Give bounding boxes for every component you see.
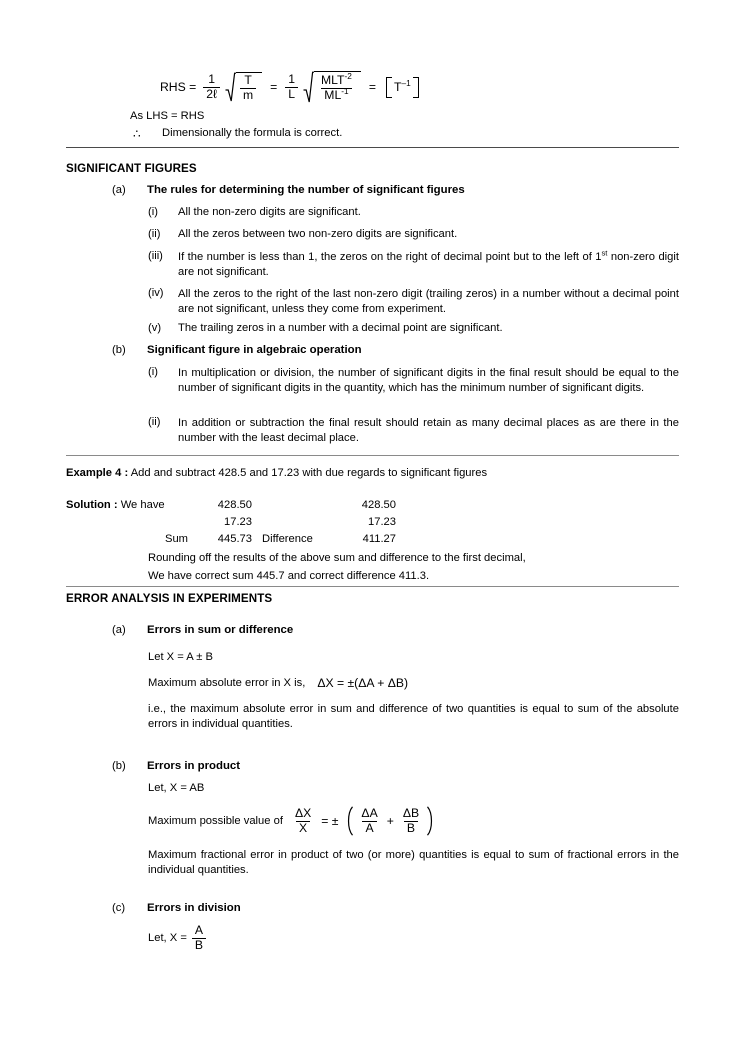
row-mid-label: Difference <box>262 533 313 545</box>
radical-body <box>236 72 262 102</box>
list-marker: (i) <box>148 206 158 218</box>
fraction-numerator: 1 <box>288 72 296 87</box>
row-value-difference: 17.23 <box>368 516 396 528</box>
list-item-error-b <box>112 760 679 772</box>
row-value-difference: 428.50 <box>361 499 396 511</box>
radical-body <box>314 71 361 103</box>
list-marker: (b) <box>112 344 126 356</box>
fraction-numerator: T <box>244 73 252 88</box>
list-item-text: In addition or subtraction the final result should retain as many decimal places as are there in the number with the least decimal place. <box>178 417 679 444</box>
list-marker: (i) <box>148 366 158 378</box>
list-item-title: Errors in division <box>147 902 241 914</box>
list-item-text: The trailing zeros in a number with a decimal point are significant. <box>178 322 503 334</box>
fraction-a-over-b <box>192 924 206 951</box>
let-lead: Let, X = <box>148 932 187 944</box>
fraction-delta-b-over-b <box>400 807 422 834</box>
paren-right-icon <box>426 806 435 836</box>
max-possible-value-formula <box>148 806 435 836</box>
list-item-error-c <box>112 902 679 914</box>
equals-sign-two: = <box>368 80 377 94</box>
radical-sign-icon <box>303 71 314 103</box>
list-item-b-i <box>148 366 679 395</box>
table-row <box>66 516 396 533</box>
table-row <box>66 499 396 516</box>
list-item-text: All the zeros between two non-zero digits are significant. <box>178 228 458 240</box>
fraction-denominator: 2ℓ <box>203 87 220 101</box>
list-item-text: If the number is less than 1, the zeros on the right of decimal point but to the left of 1st non-zero digit are not significant. <box>178 248 679 278</box>
section-heading-significant-figures: SIGNIFICANT FIGURES <box>66 162 197 175</box>
row-value-sum: 445.73 <box>217 533 252 545</box>
equals-sign-one: = <box>270 80 278 94</box>
rounding-note-line-1: Rounding off the results of the above sum and difference to the first decimal, <box>148 552 526 564</box>
sqrt-mlt-over-ml <box>303 71 361 103</box>
let-line-product: Let, X = AB <box>148 782 205 794</box>
fraction-delta-x-over-x <box>292 807 314 834</box>
rhs-label: RHS = <box>160 80 197 94</box>
bracket-right-icon <box>413 77 419 98</box>
list-item-a-ii <box>148 228 679 240</box>
solution-lead: We have <box>120 499 165 511</box>
bracket-content: $T^{-1}$ <box>394 77 411 94</box>
conclusion-text: Dimensionally the formula is correct. <box>162 127 343 139</box>
rounding-note-line-2: We have correct sum 445.7 and correct difference 411.3. <box>148 570 430 582</box>
fraction-denominator: m <box>240 88 256 102</box>
as-lhs-equals-rhs: As LHS = RHS <box>130 110 205 122</box>
list-item-b-ii <box>148 416 679 445</box>
fraction-mlt-over-ml <box>318 71 355 102</box>
fraction-numerator: ΔX <box>294 806 312 821</box>
list-item-error-a <box>112 624 679 636</box>
conclusion-product: Maximum fractional error in product of two (or more) quantities is equal to sum of fractional errors in the individual quantities. <box>148 849 679 876</box>
let-line-sum-difference: Let X = A ± B <box>148 651 213 663</box>
list-item-a-iii <box>148 250 679 279</box>
fraction-denominator: L <box>285 87 298 101</box>
list-marker: (ii) <box>148 416 161 428</box>
list-item-a-i <box>148 206 679 218</box>
list-item-text: All the zeros to the right of the last non-zero digit (trailing zeros) in a number without a decimal point are not significant, unless they come from experiment. <box>178 288 679 315</box>
radical-sign-icon <box>225 72 236 102</box>
list-item-title: Errors in sum or difference <box>147 624 294 636</box>
list-item-group-a <box>112 184 679 196</box>
row-value-sum: 17.23 <box>224 516 252 528</box>
list-item-text: All the non-zero digits are significant. <box>178 206 361 218</box>
divider-example-top <box>66 455 679 456</box>
fraction-delta-a-over-a <box>358 807 380 834</box>
conclusion-sum-difference: i.e., the maximum absolute error in sum and difference of two quantities is equal to sum of the absolute errors in individual quantities. <box>148 703 679 730</box>
row-value-difference: 411.27 <box>362 533 396 545</box>
formula-lead: Maximum possible value of <box>148 815 283 827</box>
fraction-numerator: $MLT^{-2}$ <box>321 71 352 88</box>
fraction-one-over-two-l <box>203 73 220 100</box>
rhs-dimensional-formula <box>160 70 419 104</box>
fraction-numerator: ΔA <box>361 806 378 821</box>
sqrt-t-over-m <box>225 72 262 102</box>
row-value-sum: 428.50 <box>217 499 252 511</box>
list-item-a-iv <box>148 287 679 316</box>
plus-sign: + <box>386 814 394 828</box>
list-item-title: Errors in product <box>147 760 241 772</box>
list-item-text: In multiplication or division, the number of significant digits in the final result should be equal to the number of significant digits in the quantity, which has the minimum number of significant digits. <box>178 367 679 394</box>
bracket-t-inverse <box>386 77 419 98</box>
section-heading-error-analysis: ERROR ANALYSIS IN EXPERIMENTS <box>66 592 273 605</box>
list-item-a-v <box>148 322 679 334</box>
fraction-numerator: 1 <box>208 72 215 87</box>
fraction-t-over-m <box>240 74 256 101</box>
fraction-denominator: A <box>362 821 376 835</box>
parenthesized-sum <box>345 806 435 836</box>
list-marker: (c) <box>112 902 126 914</box>
list-marker: (ii) <box>148 228 161 240</box>
list-item-title: Significant figure in algebraic operation <box>147 344 362 356</box>
max-absolute-error-formula <box>148 673 408 693</box>
example-line <box>66 467 487 479</box>
equals-plus-minus: = ± <box>321 814 339 828</box>
formula-expression: ΔX = ±(ΔA + ΔB) <box>317 676 409 690</box>
fraction-denominator: $ML^{-1}$ <box>321 88 351 102</box>
solution-label: Solution : We have <box>66 499 165 511</box>
list-marker: (b) <box>112 760 126 772</box>
list-item-title: The rules for determining the number of significant figures <box>147 184 465 196</box>
fraction-numerator: ΔB <box>402 806 420 821</box>
list-item-group-b <box>112 344 679 356</box>
formula-lead: Maximum absolute error in X is, <box>148 677 306 689</box>
therefore-symbol-icon: ∴ <box>133 127 141 141</box>
example-statement: Add and subtract 428.5 and 17.23 with due regards to significant figures <box>130 467 488 479</box>
let-line-division <box>148 924 208 952</box>
list-marker: (a) <box>112 624 126 636</box>
list-marker: (v) <box>148 322 162 334</box>
table-row <box>66 533 396 550</box>
list-marker: (iv) <box>148 287 164 299</box>
row-label: Sum <box>164 533 188 545</box>
solution-calculation-table <box>66 499 396 550</box>
fraction-one-over-l <box>285 73 298 100</box>
divider-example-bottom <box>66 586 679 587</box>
fraction-denominator: B <box>404 821 418 835</box>
fraction-denominator: X <box>296 821 310 835</box>
paren-content <box>354 806 426 835</box>
fraction-denominator: B <box>192 938 206 952</box>
example-label: Example 4 : <box>66 467 129 479</box>
paren-left-icon <box>345 806 354 836</box>
divider-after-proof <box>66 147 679 148</box>
list-marker: (iii) <box>148 250 163 262</box>
list-marker: (a) <box>112 184 126 196</box>
fraction-numerator: A <box>194 923 204 938</box>
